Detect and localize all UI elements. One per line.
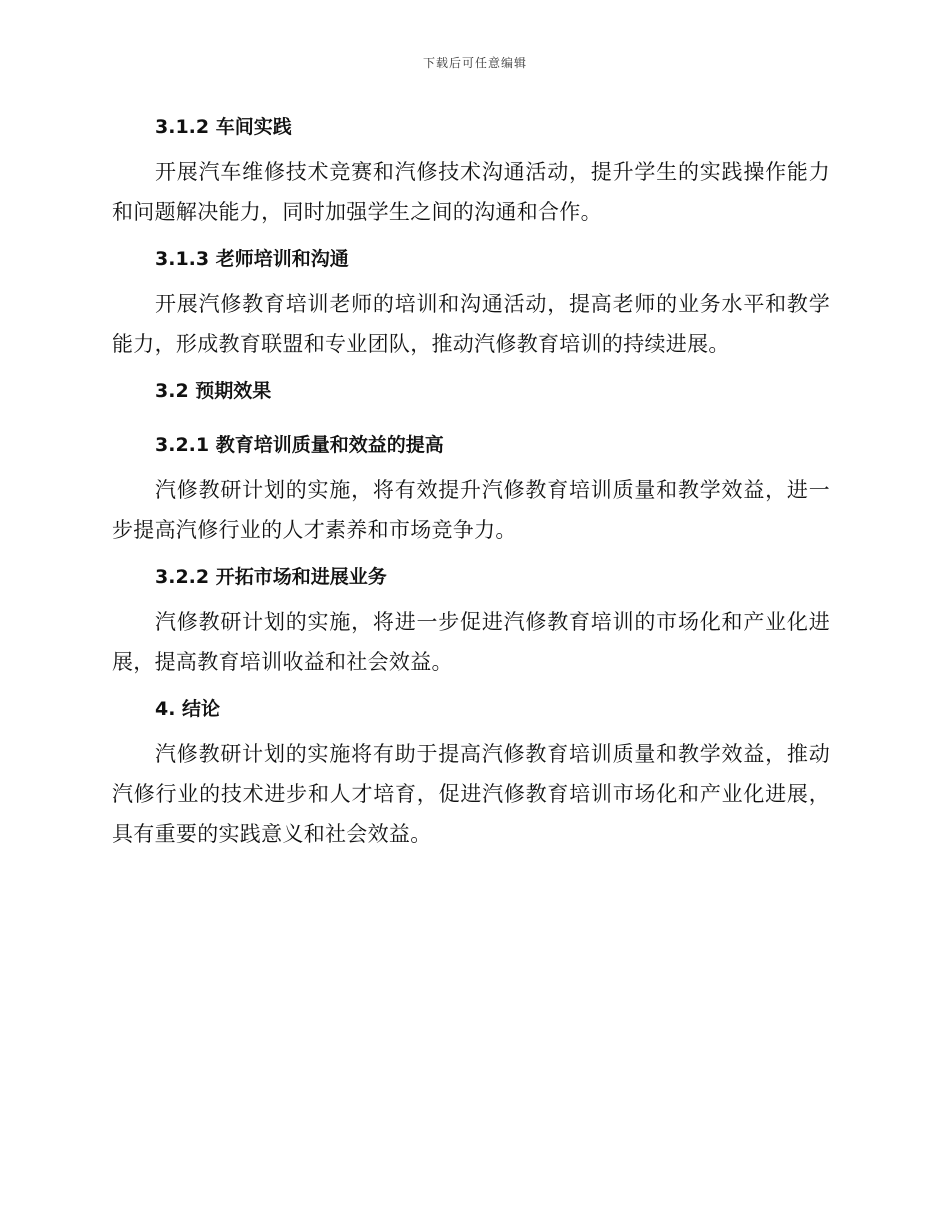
section-heading-3-1-2: 3.1.2 车间实践 [155, 116, 292, 138]
page-header: 下载后可任意编辑 [422, 56, 527, 70]
paragraph-conclusion: 汽修教研计划的实施将有助于提高汽修教育培训质量和教学效益，推动汽修行业的技术进步和人才培育，促进汽修教育培训市场化和产业化进展，具有重要的实践意义和社会效益。 [112, 742, 830, 846]
section-heading-3-2-2: 3.2.2 开拓市场和进展业务 [155, 566, 387, 588]
paragraph-teacher-training: 开展汽修教育培训老师的培训和沟通活动，提高老师的业务水平和教学能力，形成教育联盟和专业团队，推动汽修教育培训的持续进展。 [112, 292, 830, 356]
section-heading-3-2: 3.2 预期效果 [155, 380, 272, 402]
paragraph-market-expansion: 汽修教研计划的实施，将进一步促进汽修教育培训的市场化和产业化进展，提高教育培训收益和社会效益。 [112, 610, 830, 674]
paragraph-workshop-practice: 开展汽车维修技术竞赛和汽修技术沟通活动，提升学生的实践操作能力和问题解决能力，同时加强学生之间的沟通和合作。 [112, 160, 830, 224]
paragraph-training-quality: 汽修教研计划的实施，将有效提升汽修教育培训质量和教学效益，进一步提高汽修行业的人才素养和市场竞争力。 [112, 478, 830, 542]
section-heading-3-1-3: 3.1.3 老师培训和沟通 [155, 248, 349, 270]
section-heading-4: 4. 结论 [155, 698, 221, 720]
section-heading-3-2-1: 3.2.1 教育培训质量和效益的提高 [155, 434, 444, 456]
document-body [112, 110, 830, 854]
